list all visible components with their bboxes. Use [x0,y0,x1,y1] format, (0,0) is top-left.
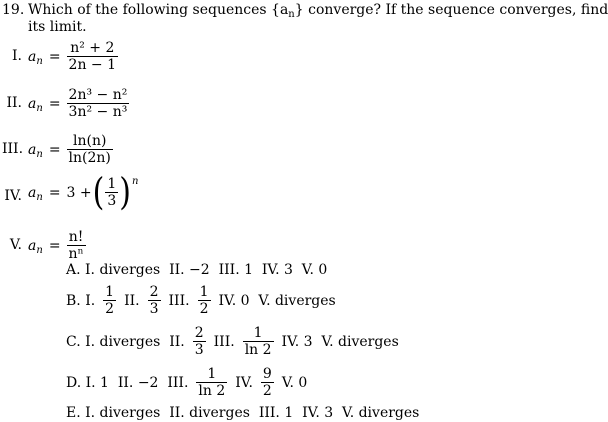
item-V-lhs: $a_n$ [28,237,43,256]
prompt-text-b: converge? If the sequence converges, find [303,2,608,18]
left-paren: ( [92,170,105,214]
prompt-seq: $\{a_n\}$ [271,2,304,20]
item-IV-exponent: n [132,176,139,187]
question-prompt-line1 [28,2,608,18]
item-III-lhs: $a_n$ [28,141,43,160]
item-IV-prefix: 3 + [66,184,92,201]
choice-C[interactable]: C. I. diverges II. $\frac{2}{3}$ III. $\frac{1}{\ln 2}$ IV. 3 V. diverges [66,325,399,358]
item-label-I: I. [12,48,22,64]
item-label-IV: IV. [4,188,22,204]
question-prompt-line2: its limit. [28,19,87,35]
item-I-lhs: $a_n$ [28,48,43,67]
choice-D[interactable]: D. I. 1 II. −2 III. $\frac{1}{\ln 2}$ IV. $\frac{9}{2}$ V. 0 [66,366,308,399]
item-II-lhs: $a_n$ [28,95,43,114]
prompt-text-a: Which of the following sequences [28,2,272,18]
item-IV: $a_n$ = 3 + ( $\frac{1}{3}$ ) n [28,170,139,214]
right-paren: ) [119,170,131,214]
question-number: 19. [2,2,25,18]
item-III-fraction: $\frac{\ln(n)}{\ln(2n)}$ [68,133,111,166]
item-V-fraction: $\frac{n!}{\text{nⁿ}}$ [68,229,84,262]
item-I: $a_n$ = $\frac{\text{n² + 2}}{2n - 1}$ [28,40,117,73]
choice-B[interactable]: B. I. $\frac{1}{2}$ II. $\frac{2}{3}$ III. $\frac{1}{2}$ IV. 0 V. diverges [66,284,336,317]
item-V: $a_n$ = $\frac{n!}{\text{nⁿ}}$ [28,229,84,262]
item-I-fraction: $\frac{\text{n² + 2}}{2n - 1}$ [68,40,117,73]
item-label-II: II. [6,95,22,111]
item-label-V: V. [9,237,22,253]
choice-E[interactable]: E. I. diverges II. diverges III. 1 IV. 3 V. diverges [66,405,420,421]
item-II: $a_n$ = $\frac{\text{2n³ − n²}}{\text{3n² − n³}}$ [28,87,128,120]
item-III: $a_n$ = $\frac{\ln(n)}{\ln(2n)}$ [28,133,111,166]
item-II-fraction: $\frac{\text{2n³ − n²}}{\text{3n² − n³}}$ [68,87,128,120]
choice-A[interactable]: A. I. diverges II. −2 III. 1 IV. 3 V. 0 [66,262,328,278]
item-IV-fraction: $\frac{1}{3}$ [107,176,117,209]
item-label-III: III. [2,141,24,157]
item-IV-lhs: $a_n$ [28,184,43,203]
